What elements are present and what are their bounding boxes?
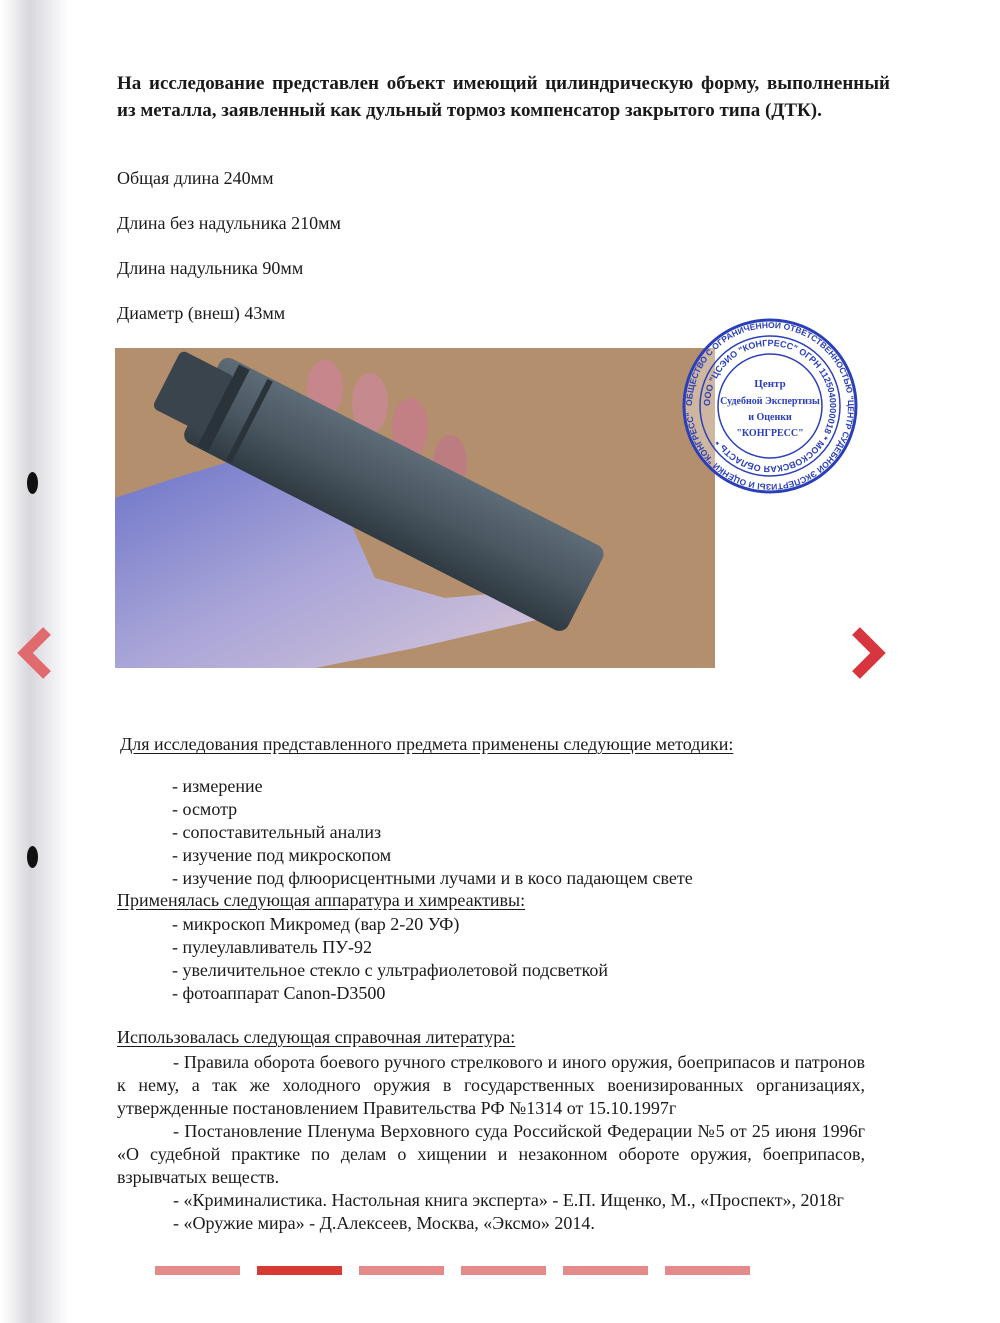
literature-item: - Постановление Пленума Верховного суда Российской Федерации №5 от 25 июня 1996г «О судебной практике по делам о хищении и незаконном обороте оружия, боеприпасов, взрывчатых веществ. <box>117 1121 865 1187</box>
binding-hole <box>27 472 38 494</box>
intro-paragraph: На исследование представлен объект имеющий цилиндрическую форму, выполненный из металла, заявленный как дульный тормоз компенсатор закрытого типа (ДТК). <box>117 73 890 121</box>
svg-text:ОБЩЕСТВО С ОГРАНИЧЕННОЙ ОТВЕТС: ОБЩЕСТВО С ОГРАНИЧЕННОЙ ОТВЕТСТВЕННОСТЬЮ "ЦЕНТР СУДЕБНОЙ ЭКСПЕРТИЗЫ И ОЦЕНКИ "КОНГРЕСС" <box>683 319 857 493</box>
page-indicator <box>155 1266 750 1275</box>
list-item: - увеличительное стекло с ультрафиолетовой подсветкой <box>172 960 609 980</box>
svg-text:"КОНГРЕСС": "КОНГРЕСС" <box>736 428 804 439</box>
next-page-button[interactable] <box>848 625 888 685</box>
prev-page-button[interactable] <box>15 625 55 685</box>
photo-illustration <box>115 348 715 668</box>
literature-heading: Использовалась следующая справочная литература: <box>117 1027 516 1047</box>
list-item: - измерение <box>172 776 263 796</box>
methods-list <box>172 775 693 890</box>
list-item: - фотоаппарат Canon-D3500 <box>172 983 386 1003</box>
object-photo <box>115 348 715 668</box>
list-item: - микроскоп Микромед (вар 2-20 УФ) <box>172 914 460 934</box>
page-dot-3[interactable] <box>359 1266 444 1275</box>
list-item: - пулеулавливатель ПУ-92 <box>172 937 372 957</box>
page-dot-6[interactable] <box>665 1266 750 1275</box>
list-item: - изучение под флюорисцентными лучами и в косо падающем свете <box>172 868 693 888</box>
binding-hole <box>27 846 38 868</box>
svg-text:Центр: Центр <box>754 378 786 390</box>
literature-item: - «Криминалистика. Настольная книга эксперта» - Е.П. Ищенко, М., «Проспект», 2018г <box>173 1190 844 1210</box>
equipment-heading: Применялась следующая аппаратура и химреактивы: <box>117 890 526 910</box>
equipment-list <box>172 913 608 1005</box>
list-item: - осмотр <box>172 799 238 819</box>
chevron-right-icon <box>848 625 888 685</box>
page-dot-4[interactable] <box>461 1266 546 1275</box>
literature-item: - «Оружие мира» - Д.Алексеев, Москва, «Эксмо» 2014. <box>173 1213 595 1233</box>
methods-heading: Для исследования представленного предмета применены следующие методики: <box>120 734 734 754</box>
chevron-left-icon <box>15 625 55 685</box>
svg-text:Судебной Экспертизы: Судебной Экспертизы <box>720 396 820 407</box>
spec-outer-diameter: Диаметр (внеш) 43мм <box>117 303 286 323</box>
list-item: - сопоставительный анализ <box>172 822 382 842</box>
svg-text:и Оценки: и Оценки <box>748 412 792 423</box>
svg-text:ООО "ЦСЭИО "КОНГРЕСС" ОГРН 112: ООО "ЦСЭИО "КОНГРЕСС" ОГРН 1125040000018 * МОСКОВСКАЯ ОБЛАСТЬ * <box>701 337 839 475</box>
spec-length-without-muzzle: Длина без надульника 210мм <box>117 213 341 233</box>
list-item: - изучение под микроскопом <box>172 845 392 865</box>
spec-muzzle-length: Длина надульника 90мм <box>117 258 304 278</box>
literature-item: - Правила оборота боевого ручного стрелкового и иного оружия, боеприпасов и патронов к нему, а так же холодного оружия в государственных военизированных организациях, утвержденные постановлением Правительства РФ №1314 от 15.10.1997г <box>117 1052 865 1118</box>
literature-list <box>117 1051 865 1235</box>
organization-stamp <box>680 314 860 499</box>
page-dot-1[interactable] <box>155 1266 240 1275</box>
page-dot-5[interactable] <box>563 1266 648 1275</box>
page-dot-2-active[interactable] <box>257 1266 342 1275</box>
spec-total-length: Общая длина 240мм <box>117 168 274 188</box>
